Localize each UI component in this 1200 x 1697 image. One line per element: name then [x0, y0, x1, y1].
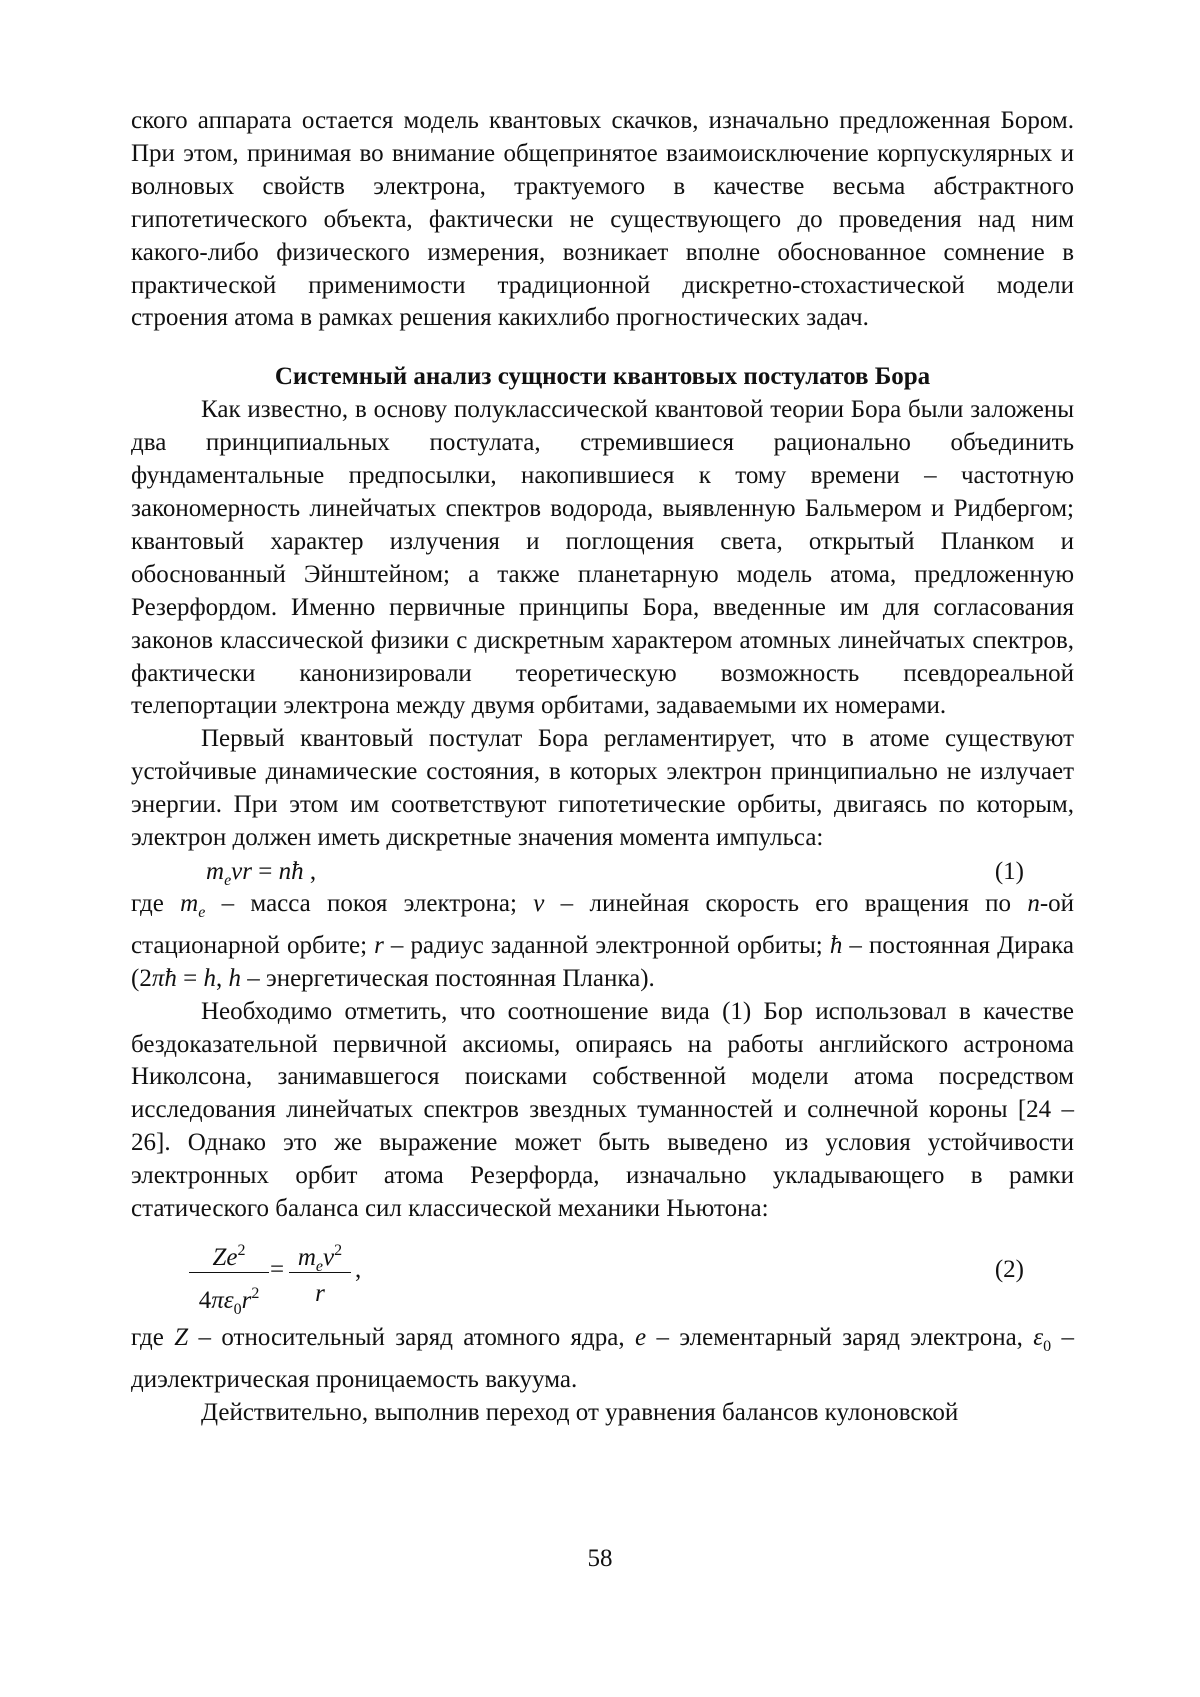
paragraph-eq2-variables: где Z – относительный заряд атомного ядра, e – элементарный заряд электрона, $\varepsilon_0$ – диэлектрическая проницаемость вакуума. — [131, 1324, 1075, 1393]
equation-2-rhs-denominator: r — [315, 1280, 325, 1307]
page-number: 58 — [587, 1545, 613, 1572]
equation-2-rhs-numerator: $m_ev^2$ — [297, 1242, 343, 1275]
document-page — [131, 105, 1074, 1430]
equation-2-equals: = — [270, 1256, 285, 1283]
equation-2 — [131, 1230, 1074, 1322]
equation-2-number: (2) — [994, 1256, 1024, 1283]
equation-2-lhs-numerator: Ze$^2$ — [212, 1242, 246, 1271]
equation-2-comma: , — [355, 1256, 362, 1283]
paragraph-continuation: Действительно, выполнив переход от уравнения балансов кулоновской — [201, 1398, 959, 1426]
paragraph-first-postulate: Первый квантовый постулат Бора регламентирует, что в атоме существуют устойчивые динамические состояния, в которых электрон принципиально не излучает энергии. При этом им соответствуют гипотетические орбиты, двигаясь по которым, электрон должен иметь дискретные значения момента импульса: — [131, 725, 1074, 852]
equation-2-rhs-fraction — [289, 1232, 351, 1313]
paragraph-intro: ского аппарата остается модель квантовых скачков, изначально предложенная Бором. При этом, принимая во внимание общепринятое взаимоисключение корпускулярных и волновых свойств электрона, трактуемого в качестве весьма абстрактного гипотетического объекта, фактически не существующего до проведения над ним какого-либо физического измерения, возникает вполне обоснованное сомнение в практической применимости традиционной дискретно-стохастической модели строения атома в рамках решения какихлибо прогностических задач. — [131, 107, 1074, 332]
paragraph-nicholson: Необходимо отметить, что соотношение вида (1) Бор использовал в качестве бездоказательной первичной аксиомы, опираясь на работы английского астронома Николсона, занимавшегося поисками собственной модели атома посредством исследования линейчатых спектров звездных туманностей и солнечной короны [24 – 26]. Однако это же выражение может быть выведено из условия устойчивости электронных орбит атома Резерфорда, изначально укладывающего в рамки статического баланса сил классической механики Ньютона: — [131, 997, 1074, 1223]
paragraph-bohr-theory: Как известно, в основу полуклассической квантовой теории Бора были заложены два принципиальных постулата, стремившиеся рационально объединить фундаментальные предпосылки, накопившиеся к тому времени – частотную закономерность линейчатых спектров водорода, выявленную Бальмером и Ридбергом; квантовый характер излучения и поглощения света, открытый Планком и обоснованный Эйнштейном; а также планетарную модель атома, предложенную Резерфордом. Именно первичные принципы Бора, введенные им для согласования законов классической физики с дискретным характером атомных линейчатых спектров, фактически канонизировали теоретическую возможность псевдореальной телепортации электрона между двумя орбитами, задаваемыми их номерами. — [131, 396, 1074, 720]
equation-1-number: (1) — [994, 857, 1024, 885]
equation-1-body: $m_evr$ = nħ , — [206, 857, 317, 889]
section-heading: Системный анализ сущности квантовых постулатов Бора — [274, 363, 931, 391]
equation-2-lhs-fraction-bar — [189, 1272, 269, 1273]
equation-2-lhs-fraction — [189, 1232, 269, 1318]
equation-1 — [131, 855, 1074, 888]
paragraph-eq1-variables: где $m_e$ – масса покоя электрона; v – линейная скорость его вращения по n-ой стационарной орбите; r – радиус заданной электронной орбиты; ħ – постоянная Дирака (2πħ = h, h – энергетическая постоянная Планка). — [131, 889, 1075, 992]
equation-2-lhs-denominator: $4\pi\varepsilon_0r^2$ — [198, 1285, 260, 1318]
